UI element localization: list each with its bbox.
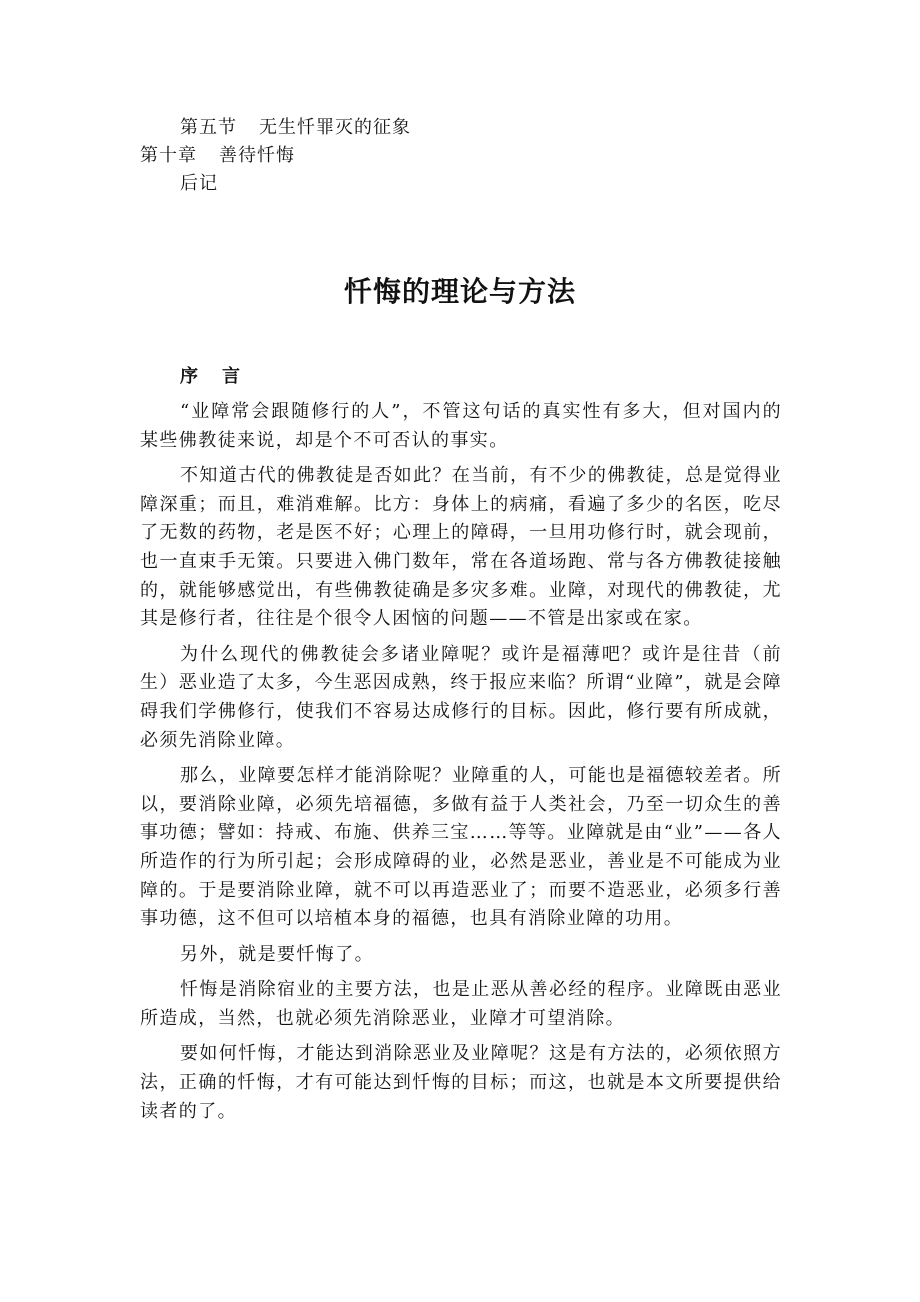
toc-item-chapter-10 xyxy=(140,142,780,170)
paragraph: 不知道古代的佛教徒是否如此？在当前，有不少的佛教徒，总是觉得业障深重；而且，难消难解。比方：身体上的病痛，看遍了多少的名医，吃尽了无数的药物，老是医不好；心理上的障碍，一旦用功修行时，就会现前，也一直束手无策。只要进入佛门数年，常在各道场跑、常与各方佛教徒接触的，就能够感觉出，有些佛教徒确是多灾多难。业障，对现代的佛教徒，尤其是修行者，往往是个很令人困恼的问题——不管是出家或在家。 xyxy=(140,465,782,630)
paragraph: 那么，业障要怎样才能消除呢？业障重的人，可能也是福德较差者。所以，要消除业障，必须先培福德，多做有益于人类社会，乃至一切众生的善事功德；譬如：持戒、布施、供养三宝……等等。业障就是由“业”——各人所造作的行为所引起；会形成障碍的业，必然是恶业，善业是不可能成为业障的。于是要消除业障，就不可以再造恶业了；而要不造恶业，必须多行善事功德，这不但可以培植本身的福德，也具有消除业障的功用。 xyxy=(140,765,783,930)
preface-heading-char-1: 序 xyxy=(180,366,198,387)
toc-item-number: 第十章 xyxy=(140,145,197,166)
paragraph: 忏悔是消除宿业的主要方法，也是止恶从善必经的程序。业障既由恶业所造成，当然，也就必须先消除恶业，业障才可望消除。 xyxy=(140,979,782,1029)
preface-body xyxy=(140,398,782,1133)
preface-heading-char-2: 言 xyxy=(222,366,240,387)
toc-item-number: 第五节 xyxy=(180,117,237,138)
toc-item-title: 善待忏悔 xyxy=(219,145,295,166)
paragraph: “业障常会跟随修行的人”，不管这句话的真实性有多大，但对国内的某些佛教徒来说，却是个不可否认的事实。 xyxy=(140,401,782,451)
paragraph: 要如何忏悔，才能达到消除恶业及业障呢？这是有方法的，必须依照方法，正确的忏悔，才有可能达到忏悔的目标；而这，也就是本文所要提供给读者的了。 xyxy=(140,1043,782,1122)
toc-item-section-5 xyxy=(140,114,780,142)
toc-item-afterword xyxy=(140,170,780,198)
toc-item-title: 无生忏罪灭的征象 xyxy=(259,117,411,138)
document-title: 忏悔的理论与方法 xyxy=(343,275,576,308)
paragraph: 另外，就是要忏悔了。 xyxy=(180,943,374,965)
preface-heading xyxy=(180,362,240,388)
toc-item-title: 后记 xyxy=(180,173,218,194)
table-of-contents xyxy=(140,114,780,198)
paragraph: 为什么现代的佛教徒会多诸业障呢？或许是福薄吧？或许是往昔（前生）恶业造了太多，今生恶因成熟，终于报应来临？所谓“业障”，就是会障碍我们学佛修行，使我们不容易达成修行的目标。因此，修行要有所成就，必须先消除业障。 xyxy=(140,643,783,751)
